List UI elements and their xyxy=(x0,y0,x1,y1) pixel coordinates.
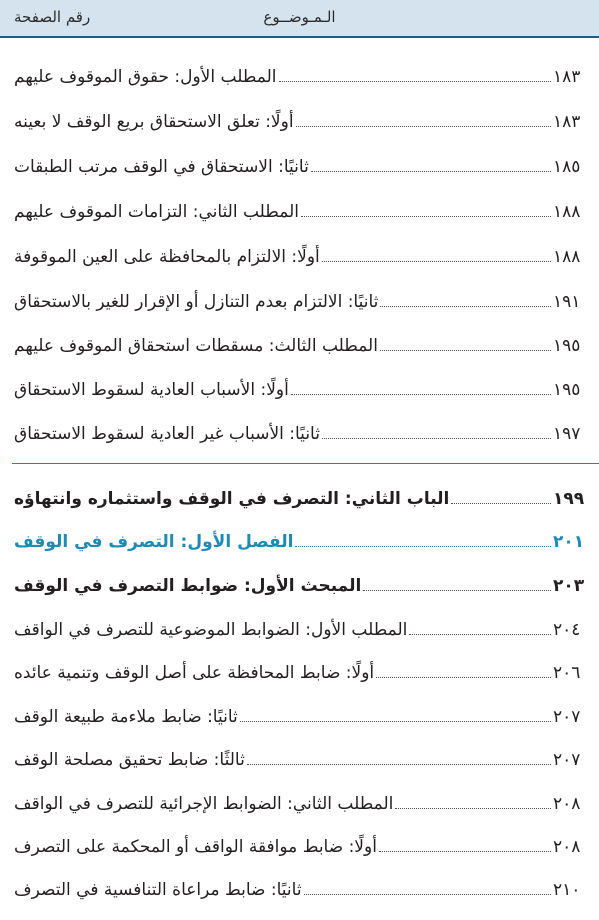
toc-entry xyxy=(12,104,587,134)
toc-entry xyxy=(12,328,587,358)
toc-entry xyxy=(12,284,587,314)
toc-part-heading xyxy=(12,481,587,511)
toc-entry-title: ثالثًا: ضابط تحقيق مصلحة الوقف xyxy=(14,750,245,770)
dot-leader xyxy=(311,171,551,172)
toc-entry-page: ١٨٣ xyxy=(553,112,581,132)
toc-entry-title: المطلب الثالث: مسقطات استحقاق الموقوف عليهم xyxy=(14,336,378,356)
toc-entry-title: المطلب الثاني: الضوابط الإجرائية للتصرف في الواقف xyxy=(14,794,394,814)
toc-entry-title: ثانيًا: الالتزام بعدم التنازل أو الإقرار للغير بالاستحقاق xyxy=(14,292,379,312)
toc-entry-page: ١٨٥ xyxy=(553,157,581,177)
dot-leader xyxy=(379,851,551,852)
toc-entry-page: ١٩٥ xyxy=(553,380,581,400)
dot-leader xyxy=(247,764,551,765)
toc-entry-title: ثانيًا: الأسباب غير العادية لسقوط الاستحقاق xyxy=(14,424,320,444)
toc-entry-page: ٢٠٨ xyxy=(553,837,581,857)
dot-leader xyxy=(301,216,551,217)
toc-entry-page: ١٩١ xyxy=(553,292,581,312)
toc-entry-title: ثانيًا: ضابط ملاءمة طبيعة الوقف xyxy=(14,707,238,727)
toc-entry-title: أولًا: الأسباب العادية لسقوط الاستحقاق xyxy=(14,380,289,400)
toc-entry xyxy=(12,872,587,902)
dot-leader xyxy=(296,126,551,127)
toc-entry-page: ١٩٥ xyxy=(553,336,581,356)
toc-section-heading xyxy=(12,568,587,598)
toc-entry-page: ١٩٩ xyxy=(553,489,585,509)
toc-entry-title: المطلب الثاني: التزامات الموقوف عليهم xyxy=(14,202,299,222)
toc-entry-title: ثانيًا: ضابط مراعاة التنافسية في التصرف xyxy=(14,880,302,900)
dot-leader xyxy=(279,81,552,82)
toc-entry-title: الفصل الأول: التصرف في الوقف xyxy=(14,532,294,552)
toc-entry-title: المطلب الأول: الضوابط الموضوعية للتصرف في الواقف xyxy=(14,620,408,640)
dot-leader xyxy=(304,894,551,895)
toc-entry-page: ٢٠٧ xyxy=(553,707,581,727)
toc-entry xyxy=(12,194,587,224)
toc-entry-title: أولًا: ضابط المحافظة على أصل الوقف وتنمية عائده xyxy=(14,663,375,683)
toc-entry-title: أولًا: الالتزام بالمحافظة على العين الموقوفة xyxy=(14,247,320,267)
toc-entry xyxy=(12,239,587,269)
toc-entry-page: ٢٠١ xyxy=(553,532,585,552)
dot-leader xyxy=(322,438,551,439)
toc-entry-page: ١٨٨ xyxy=(553,247,581,267)
toc-entry-page: ١٩٧ xyxy=(553,424,581,444)
toc-entry-title: أولًا: تعلق الاستحقاق بريع الوقف لا بعينه xyxy=(14,112,294,132)
toc-header xyxy=(0,0,599,38)
toc-entry-page: ٢٠٤ xyxy=(553,620,581,640)
toc-entry xyxy=(12,149,587,179)
toc-entry-title: المطلب الأول: حقوق الموقوف عليهم xyxy=(14,67,277,87)
dot-leader xyxy=(380,306,551,307)
toc-entry-page: ٢٠٧ xyxy=(553,750,581,770)
toc-entry-title: المبحث الأول: ضوابط التصرف في الوقف xyxy=(14,576,362,596)
dot-leader xyxy=(409,634,551,635)
dot-leader xyxy=(363,590,551,591)
toc-entry xyxy=(12,655,587,685)
toc-entry-page: ٢٠٣ xyxy=(553,576,585,596)
toc-entry xyxy=(12,829,587,859)
section-divider xyxy=(12,463,599,464)
dot-leader xyxy=(380,350,551,351)
toc-entry xyxy=(12,416,587,446)
toc-entry xyxy=(12,612,587,642)
toc-entry-page: ٢١٠ xyxy=(553,880,581,900)
dot-leader xyxy=(376,677,551,678)
dot-leader xyxy=(240,721,551,722)
toc-entry-page: ٢٠٦ xyxy=(553,663,581,683)
topic-column-label: الـمـوضــوع xyxy=(263,8,336,26)
dot-leader xyxy=(291,394,551,395)
toc-entry xyxy=(12,786,587,816)
toc-entry xyxy=(12,742,587,772)
toc-entry-page: ١٨٨ xyxy=(553,202,581,222)
dot-leader xyxy=(451,503,551,504)
toc-entry xyxy=(12,59,587,89)
toc-entry-page: ٢٠٨ xyxy=(553,794,581,814)
dot-leader xyxy=(395,808,551,809)
dot-leader xyxy=(322,261,551,262)
page-number-column-label: رقم الصفحة xyxy=(14,8,91,26)
toc-entry xyxy=(12,372,587,402)
toc-entry-title: أولًا: ضابط موافقة الواقف أو المحكمة على التصرف xyxy=(14,837,377,857)
toc-entry-title: ثانيًا: الاستحقاق في الوقف مرتب الطبقات xyxy=(14,157,309,177)
toc-entry-title: الباب الثاني: التصرف في الوقف واستثماره وانتهاؤه xyxy=(14,489,450,509)
toc-chapter-heading xyxy=(12,524,587,554)
dot-leader xyxy=(295,546,551,547)
toc-entry-page: ١٨٣ xyxy=(553,67,581,87)
toc-entry xyxy=(12,699,587,729)
